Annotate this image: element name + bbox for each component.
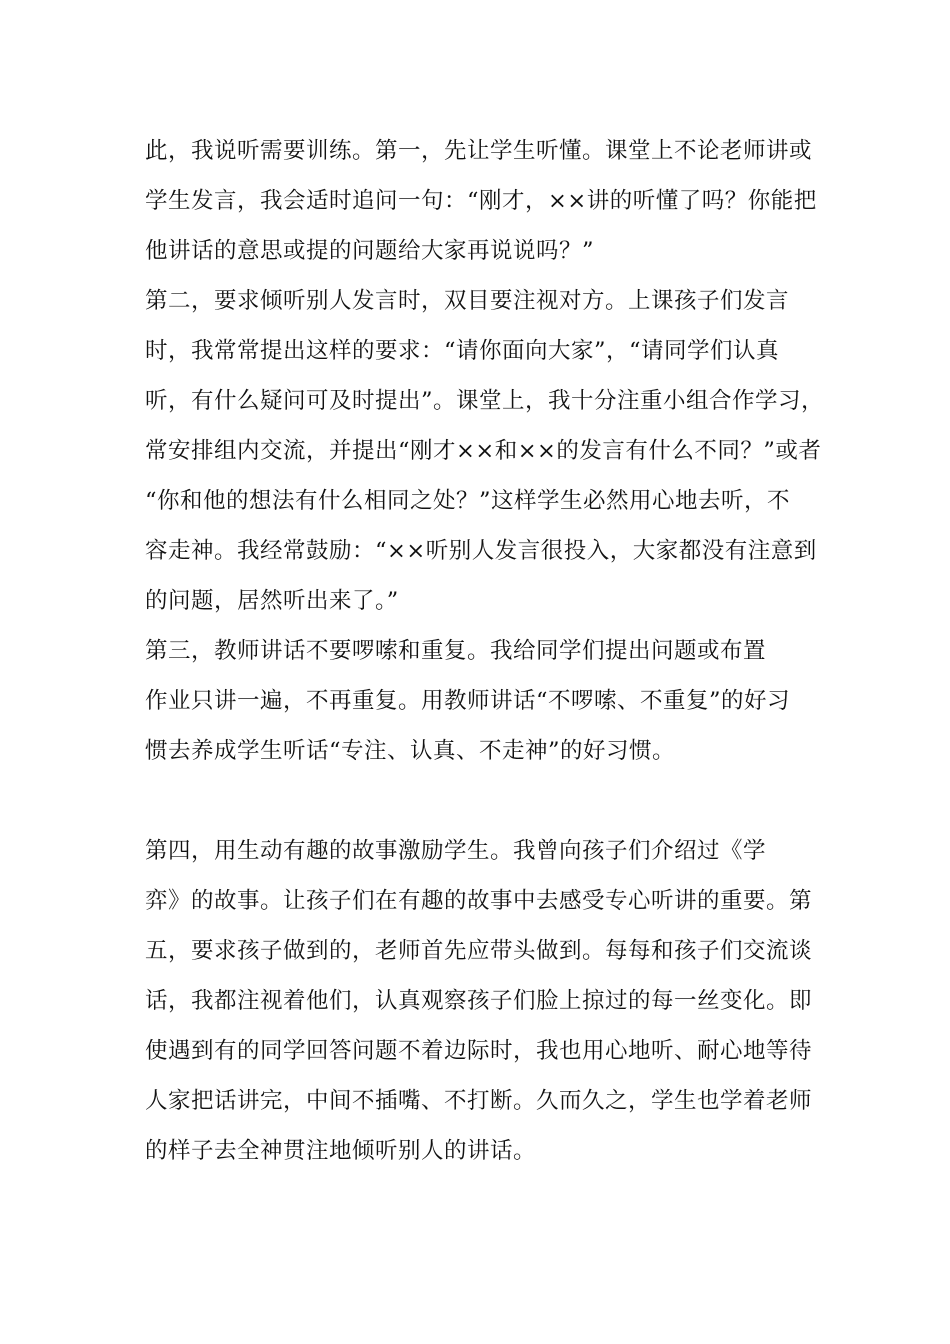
paragraph-fourth-fifth-point: 第四，用生动有趣的故事激励学生。我曾向孩子们介绍过《学 弈》的故事。让孩子们在有趣的故事中去感受专心听讲的重要。第 五，要求孩子做到的，老师首先应带头做到。每每和孩子们交流谈 话，我都注视着他们，认真观察孩子们脸上掠过的每一丝变化。即 使遇到有的同学回答问题不着边际时，我也用心地听、耐心地等待 人家把话讲完，中间不插嘴、不打断。久而久之，学生也学着老师 的样子去全神贯注地倾听别人的讲话。 <box>145 838 813 1164</box>
paragraph-listening-training: 此，我说听需要训练。第一，先让学生听懂。课堂上不论老师讲或 学生发言，我会适时追问一句：“刚才，××讲的听懂了吗？你能把 他讲话的意思或提的问题给大家再说说吗？” <box>145 138 817 264</box>
paragraph-third-point: 第三，教师讲话不要啰嗦和重复。我给同学们提出问题或布置 作业只讲一遍，不再重复。用教师讲话“不啰嗦、不重复”的好习 惯去养成学生听话“专注、认真、不走神”的好习惯。 <box>145 638 791 764</box>
paragraph-second-point: 第二，要求倾听别人发言时，双目要注视对方。上课孩子们发言 时，我常常提出这样的要求：“请你面向大家”，“请同学们认真 听，有什么疑问可及时提出”。课堂上，我十分注重小组合作学习， 常安排组内交流，并提出“刚才××和××的发言有什么不同？”或者 “你和他的想法有什么相同之处？”这样学生必然用心地去听，不 容走神。我经常鼓励：“××听别人发言很投入，大家都没有注意到 的问题，居然听出来了。” <box>145 288 825 614</box>
